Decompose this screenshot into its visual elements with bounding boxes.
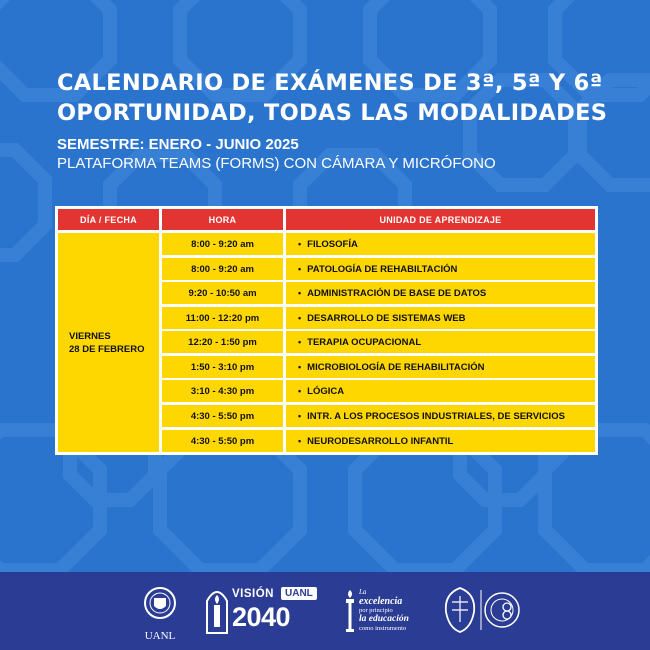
table-row-hora: 8:00 - 9:20 am	[162, 258, 283, 280]
excelencia-line-3: por principio	[359, 607, 393, 614]
vision-2040-logo	[205, 584, 325, 640]
unidad-label: PATOLOGÍA DE REHABILTACIÓN	[307, 263, 458, 275]
faculty-seal-icon	[438, 584, 524, 636]
faculty-seals	[438, 584, 524, 636]
title-line-2: OPORTUNIDAD, TODAS LAS MODALIDADES	[57, 100, 608, 126]
table-row-unidad	[286, 282, 595, 304]
table-row-hora: 4:30 - 5:50 pm	[162, 430, 283, 452]
excelencia-logo	[344, 586, 424, 638]
table-row-hora: 4:30 - 5:50 pm	[162, 405, 283, 427]
unidad-label: TERAPIA OCUPACIONAL	[307, 336, 422, 348]
table-row-hora: 12:20 - 1:50 pm	[162, 331, 283, 353]
bullet-icon: •	[298, 362, 302, 372]
platform-text: PLATAFORMA TEAMS (FORMS) CON CÁMARA Y MICRÓFONO	[57, 155, 496, 172]
page-title	[57, 68, 617, 128]
bullet-icon: •	[298, 337, 302, 347]
unidad-label: LÓGICA	[307, 385, 345, 397]
excelencia-line-2: excelencia	[359, 596, 403, 607]
unidad-label: INTR. A LOS PROCESOS INDUSTRIALES, DE SERVICIOS	[307, 410, 565, 422]
torch-icon	[344, 588, 356, 634]
excelencia-line-1: La	[359, 588, 367, 596]
table-row-unidad	[286, 356, 595, 378]
day-label: VIERNES	[69, 330, 111, 342]
table-row-unidad	[286, 430, 595, 452]
table-row-hora: 11:00 - 12:20 pm	[162, 307, 283, 329]
table-row-unidad	[286, 405, 595, 427]
column-header-hora: HORA	[162, 209, 283, 230]
table-row-unidad	[286, 307, 595, 329]
exam-schedule-table	[55, 206, 598, 455]
column-header-unidad: UNIDAD DE APRENDIZAJE	[286, 209, 595, 230]
table-row-unidad	[286, 233, 595, 255]
torch-arch-icon	[205, 587, 229, 635]
bullet-icon: •	[298, 411, 302, 421]
vision-label: VISIÓN	[232, 588, 274, 600]
excelencia-line-4: la educación	[359, 614, 409, 624]
semester-subtitle: SEMESTRE: ENERO - JUNIO 2025	[57, 136, 299, 153]
unidad-label: FILOSOFÍA	[307, 238, 358, 250]
unidad-label: ADMINISTRACIÓN DE BASE DE DATOS	[307, 287, 487, 299]
column-header-dia-fecha: DÍA / FECHA	[58, 209, 159, 230]
footer-bar	[0, 572, 650, 650]
table-row-unidad	[286, 380, 595, 402]
uanl-crest-icon	[138, 584, 182, 624]
table-row-hora: 9:20 - 10:50 am	[162, 282, 283, 304]
unidad-label: MICROBIOLOGÍA DE REHABILITACIÓN	[307, 361, 485, 373]
excelencia-line-5: como instrumento	[359, 625, 407, 632]
bullet-icon: •	[298, 436, 302, 446]
day-date-cell	[58, 233, 159, 452]
table-row-hora: 1:50 - 3:10 pm	[162, 356, 283, 378]
uanl-label: UANL	[144, 630, 176, 642]
title-line-1: CALENDARIO DE EXÁMENES DE 3ª, 5ª Y 6ª	[57, 70, 603, 96]
bullet-icon: •	[298, 313, 302, 323]
vision-badge: UANL	[281, 587, 317, 600]
table-row-unidad	[286, 331, 595, 353]
vision-year: 2040	[232, 602, 291, 632]
bullet-icon: •	[298, 264, 302, 274]
table-row-hora: 8:00 - 9:20 am	[162, 233, 283, 255]
date-label: 28 DE FEBRERO	[69, 343, 145, 355]
bullet-icon: •	[298, 386, 302, 396]
unidad-label: NEURODESARROLLO INFANTIL	[307, 435, 454, 447]
table-row-unidad	[286, 258, 595, 280]
table-row-hora: 3:10 - 4:30 pm	[162, 380, 283, 402]
bullet-icon: •	[298, 239, 302, 249]
uanl-logo	[138, 584, 182, 642]
unidad-label: DESARROLLO DE SISTEMAS WEB	[307, 312, 466, 324]
bullet-icon: •	[298, 288, 302, 298]
